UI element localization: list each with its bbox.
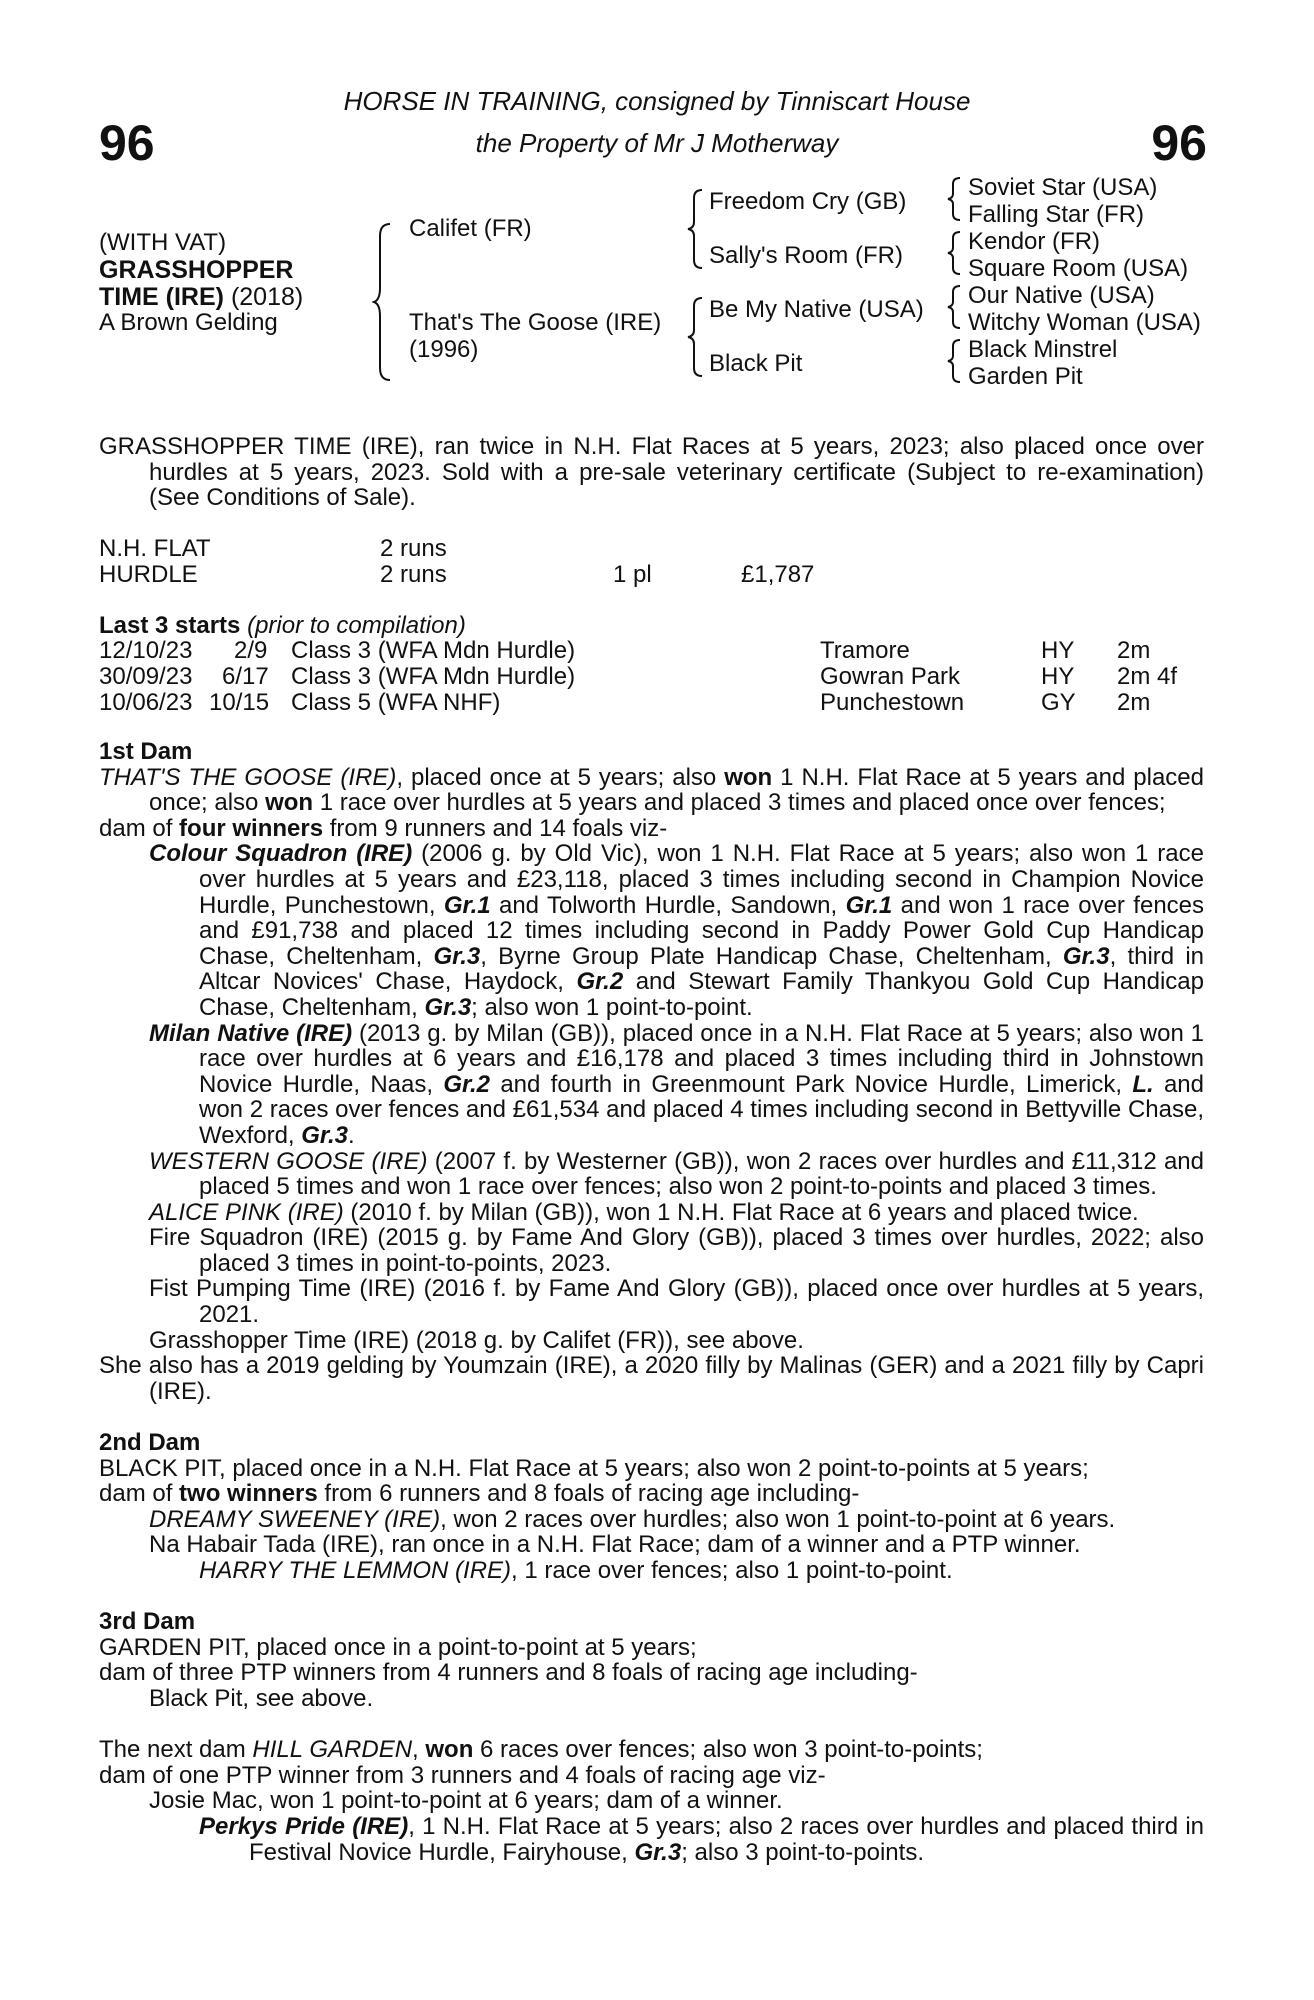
start-race: Class 3 (WFA Mdn Hurdle) — [291, 663, 576, 690]
start-pos: 2/9 — [234, 637, 268, 664]
pedigree-g7: Black Minstrel — [968, 336, 1118, 363]
record-placed-2: 1 pl — [613, 561, 652, 588]
lot-number-left: 96 — [99, 115, 155, 171]
pedigree-g3: Kendor (FR) — [968, 228, 1101, 255]
pedigree-brace-g34 — [946, 230, 964, 276]
start-date: 10/06/23 — [99, 689, 193, 716]
start-date: 30/09/23 — [99, 663, 193, 690]
pedigree-brace-dam — [686, 296, 706, 378]
vat-label: (WITH VAT) — [99, 229, 227, 256]
record-runs-1: 2 runs — [380, 535, 447, 562]
pedigree-sire: Califet (FR) — [409, 215, 532, 242]
offspring-western-goose: WESTERN GOOSE (IRE) (2007 f. by Westerner (GB)), won 2 races over hurdles and £11,312 and placed 5 times and won 1 race over fences; also won 2 point-to-points and placed 3 times. — [149, 1147, 1204, 1201]
start-distance: 2m — [1117, 637, 1151, 664]
offspring-milan-native: Milan Native (IRE) (2013 g. by Milan (GB)), placed once in a N.H. Flat Race at 5 years; also won 1 race over hurdles at 6 years and £16,178 and placed 3 times including third in Johnstown Novice Hurdle, Naas, Gr.2 and fourth in Greenmount Park Novice Hurdle, Limerick, L. and won 2 races over fences and £61,534 and placed 4 times including second in Bettyville Chase, Wexford, Gr.3. — [149, 1019, 1204, 1149]
first-dam-heading: 1st Dam — [99, 738, 193, 765]
pedigree-dam-sire: Be My Native (USA) — [709, 296, 924, 323]
pedigree-g8: Garden Pit — [968, 363, 1083, 390]
last-starts-title: Last 3 starts — [99, 612, 241, 639]
pedigree-g4: Square Room (USA) — [968, 255, 1189, 282]
pedigree-sire-dam: Sally's Room (FR) — [709, 242, 903, 269]
record-money-2: £1,787 — [741, 561, 815, 588]
last-starts-table — [0, 637, 1314, 715]
summary-block — [99, 434, 1204, 511]
offspring-fist-pumping-time: Fist Pumping Time (IRE) (2016 f. by Fame And Glory (GB)), placed once over hurdles at 5 years, 2021. — [149, 1275, 1204, 1329]
lot-number-right: 96 — [1151, 115, 1207, 171]
start-going: HY — [1041, 637, 1075, 664]
summary-text: GRASSHOPPER TIME (IRE), ran twice in N.H. Flat Races at 5 years, 2023; also placed once over hurdles at 5 years, 2023. Sold with a pre-sale veterinary certificate (Subject to re-examination) (See Conditions of Sale). — [99, 433, 1204, 512]
start-course: Punchestown — [820, 689, 965, 716]
start-race: Class 5 (WFA NHF) — [291, 689, 501, 716]
record-type-1: N.H. FLAT — [99, 535, 211, 562]
record-type-2: HURDLE — [99, 561, 198, 588]
pedigree-g2: Falling Star (FR) — [968, 201, 1145, 228]
third-dam-heading: 3rd Dam — [99, 1608, 196, 1636]
pedigree-g1: Soviet Star (USA) — [968, 174, 1158, 201]
offspring-colour-squadron: Colour Squadron (IRE) (2006 g. by Old Vic), won 1 N.H. Flat Race at 5 years; also won 1 race over hurdles at 5 years and £23,118, placed 3 times including second in Champion Novice Hurdle, Punchestown, Gr.1 and Tolworth Hurdle, Sandown, Gr.1 and won 1 race over fences and £91,738 and placed 12 times including second in Paddy Power Gold Cup Handicap Chase, Cheltenham, Gr.3, Byrne Group Plate Handicap Chase, Cheltenham, Gr.3, third in Altcar Novices' Chase, Haydock, Gr.2 and Stewart Family Thankyou Gold Cup Handicap Chase, Cheltenham, Gr.3; also won 1 point-to-point. — [149, 840, 1205, 1021]
horse-year: (2018) — [224, 283, 304, 311]
offspring-black-pit: Black Pit, see above. — [149, 1684, 374, 1712]
first-dam-text: THAT'S THE GOOSE (IRE), placed once at 5 years; also won 1 N.H. Flat Race at 5 years and placed once; also won 1 race over hurdles at 5 years and placed 3 times and placed once over fences; — [99, 763, 1204, 817]
horse-description: A Brown Gelding — [99, 309, 278, 336]
second-dam-text: BLACK PIT, placed once in a N.H. Flat Race at 5 years; also won 2 point-to-points at 5 years; — [99, 1454, 1089, 1482]
pedigree-brace-g12 — [946, 176, 964, 222]
second-dam-produce-line: dam of two winners from 6 runners and 8 foals of racing age including- — [99, 1480, 860, 1508]
offspring-dreamy-sweeney: DREAMY SWEENEY (IRE), won 2 races over hurdles; also won 1 point-to-point at 6 years. — [149, 1505, 1116, 1533]
dam-sections — [99, 739, 1204, 1865]
header-consignor: HORSE IN TRAINING, consigned by Tinniscart House — [343, 86, 971, 116]
third-dam-text: GARDEN PIT, placed once in a point-to-point at 5 years; — [99, 1633, 697, 1661]
start-pos: 6/17 — [222, 663, 269, 690]
start-going: GY — [1041, 689, 1076, 716]
offspring-fire-squadron: Fire Squadron (IRE) (2015 g. by Fame And Glory (GB)), placed 3 times over hurdles, 2022; also placed 3 times in point-to-points, 2023. — [149, 1224, 1204, 1277]
start-pos: 10/15 — [209, 689, 270, 716]
next-dam-text: The next dam HILL GARDEN, won 6 races over fences; also won 3 point-to-points; — [99, 1736, 983, 1764]
pedigree-brace-main — [372, 222, 394, 382]
pedigree-brace-sire — [686, 188, 706, 270]
second-dam-heading: 2nd Dam — [99, 1429, 201, 1457]
horse-name: TIME (IRE) — [99, 283, 224, 311]
offspring-na-habair-tada: Na Habair Tada (IRE), ran once in a N.H. Flat Race; dam of a winner and a PTP winner. — [149, 1531, 1081, 1559]
start-going: HY — [1041, 663, 1075, 690]
first-dam-also: She also has a 2019 gelding by Youmzain (IRE), a 2020 filly by Malinas (GER) and a 2021 filly by Capri (IRE). — [99, 1352, 1204, 1405]
offspring-perkys-pride: Perkys Pride (IRE), 1 N.H. Flat Race at 5 years; also 2 races over hurdles and placed third in Festival Novice Hurdle, Fairyhouse, Gr.3; also 3 point-to-points. — [199, 1812, 1204, 1866]
last-starts-note: (prior to compilation) — [240, 612, 466, 639]
start-course: Gowran Park — [820, 663, 961, 690]
start-distance: 2m — [1117, 689, 1151, 716]
last-starts-heading — [99, 612, 466, 640]
horse-name-line1: GRASSHOPPER — [99, 256, 294, 284]
first-dam-produce-line: dam of four winners from 9 runners and 14 foals viz- — [99, 814, 668, 842]
pedigree-sire-sire: Freedom Cry (GB) — [709, 188, 907, 215]
pedigree-dam-year: (1996) — [409, 336, 479, 363]
pedigree-g6: Witchy Woman (USA) — [968, 309, 1201, 336]
offspring-harry-the-lemmon: HARRY THE LEMMON (IRE), 1 race over fences; also 1 point-to-point. — [199, 1557, 953, 1584]
next-dam-produce-line: dam of one PTP winner from 3 runners and 4 foals of racing age viz- — [99, 1761, 826, 1789]
third-dam-produce-line: dam of three PTP winners from 4 runners and 8 foals of racing age including- — [99, 1659, 918, 1687]
pedigree-brace-g56 — [946, 284, 964, 330]
horse-name-line2 — [99, 283, 303, 312]
offspring-alice-pink: ALICE PINK (IRE) (2010 f. by Milan (GB)), won 1 N.H. Flat Race at 6 years and placed twice. — [149, 1198, 1139, 1226]
header-property: the Property of Mr J Motherway — [475, 128, 839, 158]
record-runs-2: 2 runs — [380, 561, 447, 588]
pedigree-g5: Our Native (USA) — [968, 282, 1155, 309]
start-race: Class 3 (WFA Mdn Hurdle) — [291, 637, 576, 664]
start-distance: 2m 4f — [1117, 663, 1178, 690]
pedigree-dam-dam: Black Pit — [709, 350, 803, 377]
pedigree-brace-g78 — [946, 338, 964, 384]
offspring-grasshopper-time: Grasshopper Time (IRE) (2018 g. by Califet (FR)), see above. — [149, 1326, 804, 1354]
pedigree-dam: That's The Goose (IRE) — [409, 309, 662, 336]
start-course: Tramore — [820, 637, 910, 664]
start-date: 12/10/23 — [99, 637, 193, 664]
offspring-josie-mac: Josie Mac, won 1 point-to-point at 6 years; dam of a winner. — [149, 1787, 783, 1815]
